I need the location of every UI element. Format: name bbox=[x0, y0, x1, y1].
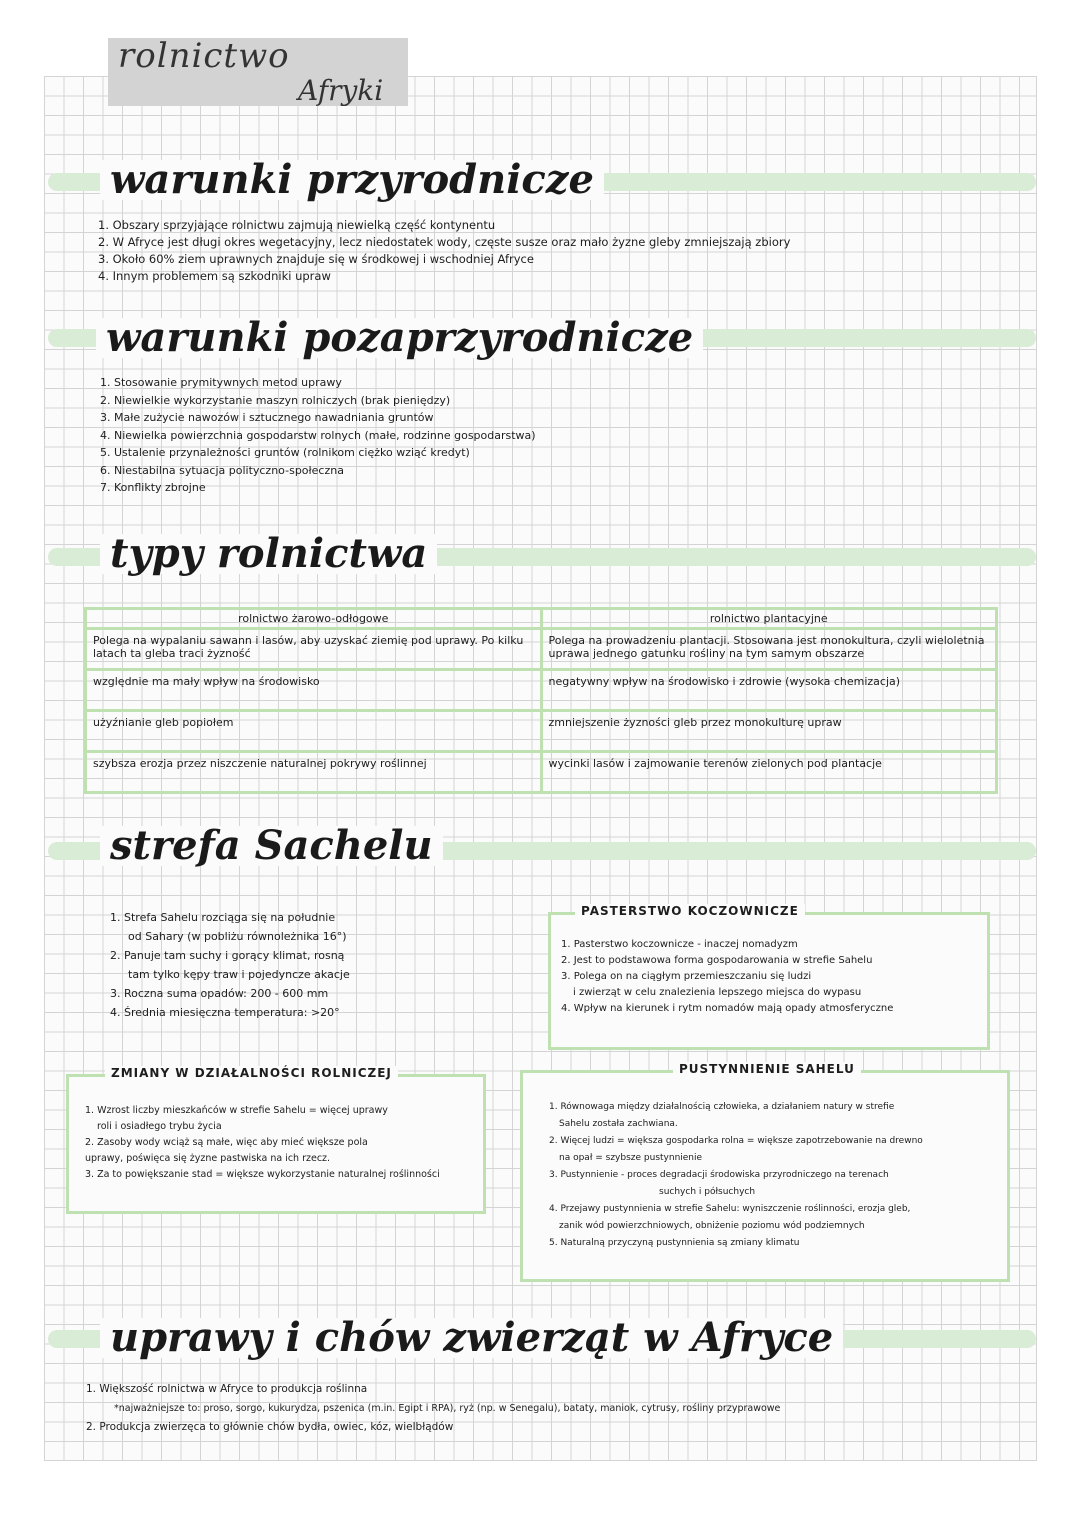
list-item: 4. Innym problemem są szkodniki upraw bbox=[98, 269, 331, 283]
list-item: suchych i półsuchych bbox=[659, 1187, 756, 1197]
page-title: rolnictwo bbox=[118, 36, 290, 76]
list-item: roli i osiadłego trybu życia bbox=[97, 1121, 222, 1132]
changes-box bbox=[66, 1066, 486, 1214]
list-item: 3. Za to powiększanie stad = większe wykorzystanie naturalnej roślinności bbox=[85, 1169, 440, 1180]
list-item: 4. Wpływ na kierunek i rytm nomadów mają opady atmosferyczne bbox=[561, 1003, 894, 1014]
list-item: 4. Przejawy pustynnienia w strefie Sahelu: wyniszczenie roślinności, erozja gleb, bbox=[549, 1204, 911, 1214]
list-item: 2. W Afryce jest długi okres wegetacyjny, lecz niedostatek wody, częste susze oraz mało żyzne gleby zmniejszają zbiory bbox=[98, 235, 791, 249]
nomad-list bbox=[551, 915, 987, 1017]
nonnatural-conditions-list bbox=[100, 374, 536, 497]
list-item: 4. Niewielka powierzchnia gospodarstw rolnych (małe, rodzinne gospodarstwa) bbox=[100, 428, 536, 442]
table-cell: negatywny wpływ na środowisko i zdrowie (wysoka chemizacja) bbox=[541, 670, 997, 711]
natural-conditions-list bbox=[98, 217, 790, 285]
list-item: 3. Roczna suma opadów: 200 - 600 mm bbox=[110, 987, 329, 1000]
list-item: 2. Produkcja zwierzęca to głównie chów bydła, owiec, kóz, wielbłądów bbox=[86, 1421, 454, 1433]
desertification-box-title: PUSTYNNIENIE SAHELU bbox=[673, 1062, 861, 1076]
list-item: 2. Niewielkie wykorzystanie maszyn rolniczych (brak pieniędzy) bbox=[100, 393, 451, 407]
page-subtitle: Afryki bbox=[298, 74, 384, 107]
list-item: 5. Ustalenie przynależności gruntów (rolnikom ciężko wziąć kredyt) bbox=[100, 446, 470, 459]
desertification-list bbox=[523, 1073, 1007, 1252]
list-item: od Sahary (w pobliżu równoleżnika 16°) bbox=[128, 930, 347, 943]
list-item: 3. Małe zużycie nawozów i sztucznego nawadniania gruntów bbox=[100, 411, 434, 424]
list-item: i zwierząt w celu znalezienia lepszego miejsca do wypasu bbox=[573, 987, 862, 998]
list-item: *najważniejsze to: proso, sorgo, kukurydza, pszenica (m.in. Egipt i RPA), ryż (np. w Senegalu), bataty, maniok, cytrusy, rośliny przyprawowe bbox=[114, 1403, 781, 1414]
heading-natural-conditions: warunki przyrodnicze bbox=[100, 160, 604, 200]
list-item: tam tylko kępy traw i pojedyncze akacje bbox=[128, 968, 350, 981]
list-item: 3. Około 60% ziem uprawnych znajduje się w środkowej i wschodniej Afryce bbox=[98, 252, 534, 266]
table-cell: Polega na prowadzeniu plantacji. Stosowana jest monokultura, czyli wieloletnia uprawa jednego gatunku rośliny na tym samym obszarze bbox=[541, 629, 997, 670]
table-cell: zmniejszenie żyzności gleb przez monokulturę upraw bbox=[541, 711, 997, 752]
heading-crops-livestock: uprawy i chów zwierząt w Afryce bbox=[100, 1318, 843, 1358]
list-item: Sahelu została zachwiana. bbox=[559, 1119, 678, 1129]
table-cell: szybsza erozja przez niszczenie naturalnej pokrywy roślinnej bbox=[86, 752, 542, 793]
column-header: rolnictwo żarowo-odłogowe bbox=[86, 609, 542, 629]
list-item: 2. Zasoby wody wciąż są małe, więc aby mieć większe pola bbox=[85, 1137, 368, 1148]
list-item: na opał = szybsze pustynnienie bbox=[559, 1153, 703, 1163]
changes-list bbox=[69, 1077, 483, 1183]
nomad-box bbox=[548, 904, 990, 1050]
table-row bbox=[86, 752, 997, 793]
heading-farming-types: typy rolnictwa bbox=[100, 534, 437, 574]
table-cell: wycinki lasów i zajmowanie terenów zielonych pod plantacje bbox=[541, 752, 997, 793]
heading-sahel: strefa Sachelu bbox=[100, 826, 443, 866]
crops-list bbox=[86, 1380, 780, 1437]
table-row bbox=[86, 629, 997, 670]
list-item: 3. Polega on na ciągłym przemieszczaniu się ludzi bbox=[561, 971, 812, 982]
list-item: 1. Strefa Sahelu rozciąga się na południe bbox=[110, 911, 336, 924]
changes-box-title: ZMIANY W DZIAŁALNOŚCI ROLNICZEJ bbox=[105, 1066, 398, 1080]
table-row bbox=[86, 711, 997, 752]
table-header-row bbox=[86, 609, 997, 629]
list-item: zanik wód powierzchniowych, obniżenie poziomu wód podziemnych bbox=[559, 1221, 865, 1231]
list-item: 2. Panuje tam suchy i gorący klimat, rosną bbox=[110, 949, 345, 962]
list-item: 5. Naturalną przyczyną pustynnienia są zmiany klimatu bbox=[549, 1238, 800, 1248]
list-item: 1. Obszary sprzyjające rolnictwu zajmują niewielką część kontynentu bbox=[98, 218, 496, 232]
table-cell: względnie ma mały wpływ na środowisko bbox=[86, 670, 542, 711]
list-item: 1. Pasterstwo koczownicze - inaczej nomadyzm bbox=[561, 939, 798, 950]
desertification-box bbox=[520, 1062, 1010, 1282]
column-header: rolnictwo plantacyjne bbox=[541, 609, 997, 629]
list-item: 1. Większość rolnictwa w Afryce to produkcja roślinna bbox=[86, 1383, 368, 1395]
table-cell: użyźnianie gleb popiołem bbox=[86, 711, 542, 752]
list-item: 7. Konflikty zbrojne bbox=[100, 481, 206, 494]
list-item: 2. Więcej ludzi = większa gospodarka rolna = większe zapotrzebowanie na drewno bbox=[549, 1136, 923, 1146]
list-item: uprawy, poświęca się żyzne pastwiska na ich rzecz. bbox=[85, 1153, 331, 1164]
list-item: 3. Pustynnienie - proces degradacji środowiska przyrodniczego na terenach bbox=[549, 1170, 889, 1180]
table-cell: Polega na wypalaniu sawann i lasów, aby uzyskać ziemię pod uprawy. Po kilku latach ta gleba traci żyzność bbox=[86, 629, 542, 670]
list-item: 6. Niestabilna sytuacja polityczno-społeczna bbox=[100, 463, 344, 477]
list-item: 4. Średnia miesięczna temperatura: >20° bbox=[110, 1006, 340, 1019]
nomad-box-title: PASTERSTWO KOCZOWNICZE bbox=[575, 904, 805, 918]
sahel-list bbox=[110, 908, 350, 1022]
list-item: 2. Jest to podstawowa forma gospodarowania w strefie Sahelu bbox=[561, 955, 873, 966]
heading-nonnatural-conditions: warunki pozaprzyrodnicze bbox=[96, 318, 703, 358]
table-row bbox=[86, 670, 997, 711]
list-item: 1. Stosowanie prymitywnych metod uprawy bbox=[100, 376, 342, 389]
list-item: 1. Wzrost liczby mieszkańców w strefie Sahelu = więcej uprawy bbox=[85, 1105, 388, 1116]
farming-types-table bbox=[84, 607, 998, 794]
list-item: 1. Równowaga między działalnością człowieka, a działaniem natury w strefie bbox=[549, 1102, 895, 1112]
